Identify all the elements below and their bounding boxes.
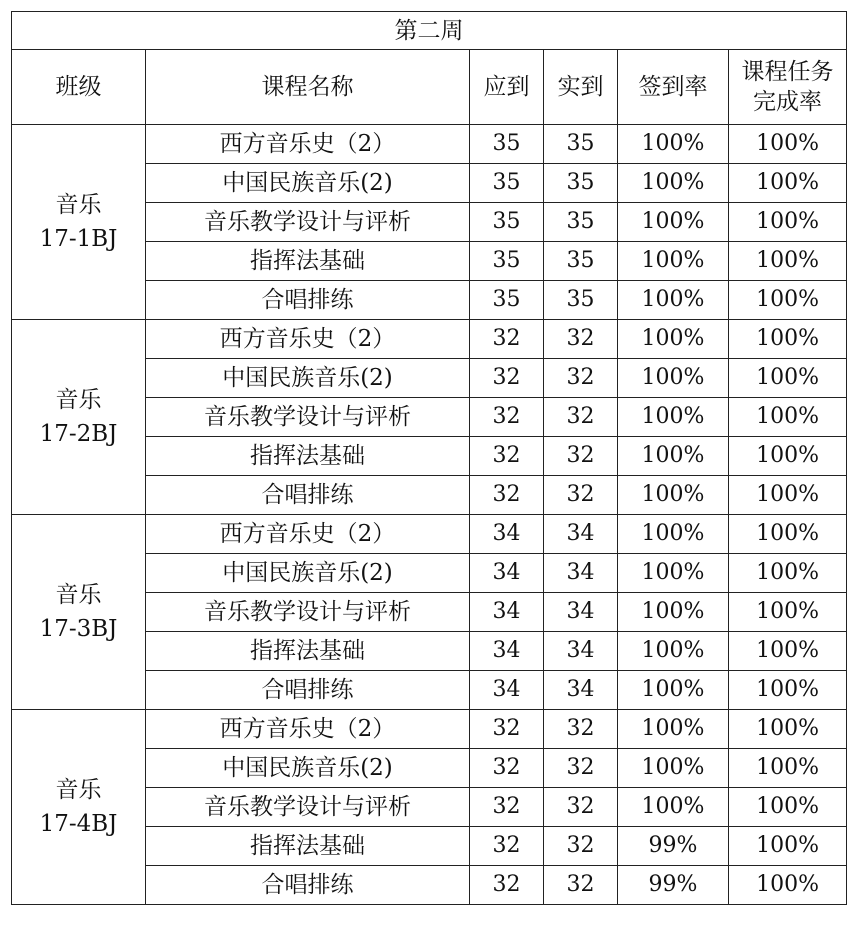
signin-rate-cell: 99% <box>618 827 729 866</box>
task-rate-cell: 100% <box>729 476 847 515</box>
class-cell <box>12 320 146 515</box>
course-cell: 音乐教学设计与评析 <box>146 788 470 827</box>
task-rate-cell: 100% <box>729 632 847 671</box>
course-cell: 合唱排练 <box>146 866 470 905</box>
class-name: 音乐 <box>55 582 102 608</box>
table-row <box>12 320 847 359</box>
task-rate-cell: 100% <box>729 749 847 788</box>
header-expected: 应到 <box>470 50 544 125</box>
expected-cell: 32 <box>470 437 544 476</box>
signin-rate-cell: 100% <box>618 749 729 788</box>
header-actual: 实到 <box>544 50 618 125</box>
course-cell: 音乐教学设计与评析 <box>146 203 470 242</box>
task-rate-cell: 100% <box>729 593 847 632</box>
task-rate-cell: 100% <box>729 320 847 359</box>
actual-cell: 32 <box>544 398 618 437</box>
actual-cell: 32 <box>544 437 618 476</box>
signin-rate-cell: 100% <box>618 203 729 242</box>
header-task-rate-line1: 课程任务 <box>741 59 834 85</box>
signin-rate-cell: 100% <box>618 281 729 320</box>
task-rate-cell: 100% <box>729 437 847 476</box>
course-cell: 合唱排练 <box>146 476 470 515</box>
course-cell: 西方音乐史（2） <box>146 320 470 359</box>
task-rate-cell: 100% <box>729 827 847 866</box>
signin-rate-cell: 100% <box>618 671 729 710</box>
header-task-rate-line2: 完成率 <box>753 89 823 115</box>
actual-cell: 34 <box>544 515 618 554</box>
actual-cell: 32 <box>544 710 618 749</box>
table-title: 第二周 <box>12 12 847 50</box>
task-rate-cell: 100% <box>729 788 847 827</box>
signin-rate-cell: 100% <box>618 359 729 398</box>
signin-rate-cell: 100% <box>618 242 729 281</box>
expected-cell: 32 <box>470 710 544 749</box>
task-rate-cell: 100% <box>729 164 847 203</box>
course-cell: 指挥法基础 <box>146 437 470 476</box>
actual-cell: 32 <box>544 320 618 359</box>
task-rate-cell: 100% <box>729 515 847 554</box>
class-code: 17-4BJ <box>39 811 118 837</box>
expected-cell: 34 <box>470 515 544 554</box>
class-cell <box>12 125 146 320</box>
course-cell: 中国民族音乐(2) <box>146 164 470 203</box>
course-cell: 音乐教学设计与评析 <box>146 593 470 632</box>
expected-cell: 32 <box>470 749 544 788</box>
course-cell: 指挥法基础 <box>146 827 470 866</box>
expected-cell: 32 <box>470 827 544 866</box>
course-cell: 指挥法基础 <box>146 632 470 671</box>
actual-cell: 32 <box>544 866 618 905</box>
expected-cell: 34 <box>470 593 544 632</box>
course-cell: 音乐教学设计与评析 <box>146 398 470 437</box>
expected-cell: 32 <box>470 866 544 905</box>
task-rate-cell: 100% <box>729 125 847 164</box>
table-row <box>12 515 847 554</box>
class-code: 17-3BJ <box>39 616 118 642</box>
signin-rate-cell: 100% <box>618 710 729 749</box>
course-cell: 西方音乐史（2） <box>146 710 470 749</box>
class-name: 音乐 <box>55 387 102 413</box>
task-rate-cell: 100% <box>729 242 847 281</box>
header-task-rate <box>729 50 847 125</box>
actual-cell: 32 <box>544 476 618 515</box>
course-cell: 中国民族音乐(2) <box>146 554 470 593</box>
actual-cell: 35 <box>544 203 618 242</box>
actual-cell: 32 <box>544 827 618 866</box>
class-name: 音乐 <box>55 192 102 218</box>
expected-cell: 34 <box>470 554 544 593</box>
signin-rate-cell: 100% <box>618 593 729 632</box>
expected-cell: 34 <box>470 671 544 710</box>
task-rate-cell: 100% <box>729 281 847 320</box>
table-row <box>12 710 847 749</box>
actual-cell: 35 <box>544 164 618 203</box>
class-code: 17-1BJ <box>39 226 118 252</box>
signin-rate-cell: 100% <box>618 788 729 827</box>
task-rate-cell: 100% <box>729 554 847 593</box>
signin-rate-cell: 100% <box>618 476 729 515</box>
expected-cell: 32 <box>470 476 544 515</box>
task-rate-cell: 100% <box>729 203 847 242</box>
actual-cell: 32 <box>544 359 618 398</box>
task-rate-cell: 100% <box>729 866 847 905</box>
signin-rate-cell: 100% <box>618 437 729 476</box>
actual-cell: 32 <box>544 788 618 827</box>
attendance-table <box>11 11 847 905</box>
actual-cell: 35 <box>544 125 618 164</box>
course-cell: 西方音乐史（2） <box>146 515 470 554</box>
table-body <box>12 125 847 905</box>
header-class: 班级 <box>12 50 146 125</box>
task-rate-cell: 100% <box>729 359 847 398</box>
signin-rate-cell: 100% <box>618 320 729 359</box>
actual-cell: 35 <box>544 281 618 320</box>
table-row <box>12 125 847 164</box>
signin-rate-cell: 100% <box>618 125 729 164</box>
course-cell: 合唱排练 <box>146 281 470 320</box>
expected-cell: 32 <box>470 359 544 398</box>
expected-cell: 34 <box>470 632 544 671</box>
expected-cell: 35 <box>470 242 544 281</box>
header-course: 课程名称 <box>146 50 470 125</box>
signin-rate-cell: 100% <box>618 164 729 203</box>
course-cell: 指挥法基础 <box>146 242 470 281</box>
expected-cell: 35 <box>470 203 544 242</box>
actual-cell: 35 <box>544 242 618 281</box>
expected-cell: 35 <box>470 164 544 203</box>
actual-cell: 32 <box>544 749 618 788</box>
actual-cell: 34 <box>544 671 618 710</box>
actual-cell: 34 <box>544 554 618 593</box>
course-cell: 西方音乐史（2） <box>146 125 470 164</box>
actual-cell: 34 <box>544 593 618 632</box>
class-name: 音乐 <box>55 777 102 803</box>
task-rate-cell: 100% <box>729 671 847 710</box>
signin-rate-cell: 100% <box>618 515 729 554</box>
class-cell <box>12 515 146 710</box>
expected-cell: 32 <box>470 398 544 437</box>
course-cell: 中国民族音乐(2) <box>146 749 470 788</box>
course-cell: 中国民族音乐(2) <box>146 359 470 398</box>
signin-rate-cell: 99% <box>618 866 729 905</box>
task-rate-cell: 100% <box>729 398 847 437</box>
signin-rate-cell: 100% <box>618 398 729 437</box>
task-rate-cell: 100% <box>729 710 847 749</box>
signin-rate-cell: 100% <box>618 554 729 593</box>
expected-cell: 35 <box>470 281 544 320</box>
class-cell <box>12 710 146 905</box>
header-signin-rate: 签到率 <box>618 50 729 125</box>
expected-cell: 32 <box>470 788 544 827</box>
expected-cell: 32 <box>470 320 544 359</box>
actual-cell: 34 <box>544 632 618 671</box>
class-code: 17-2BJ <box>39 421 118 447</box>
course-cell: 合唱排练 <box>146 671 470 710</box>
expected-cell: 35 <box>470 125 544 164</box>
signin-rate-cell: 100% <box>618 632 729 671</box>
